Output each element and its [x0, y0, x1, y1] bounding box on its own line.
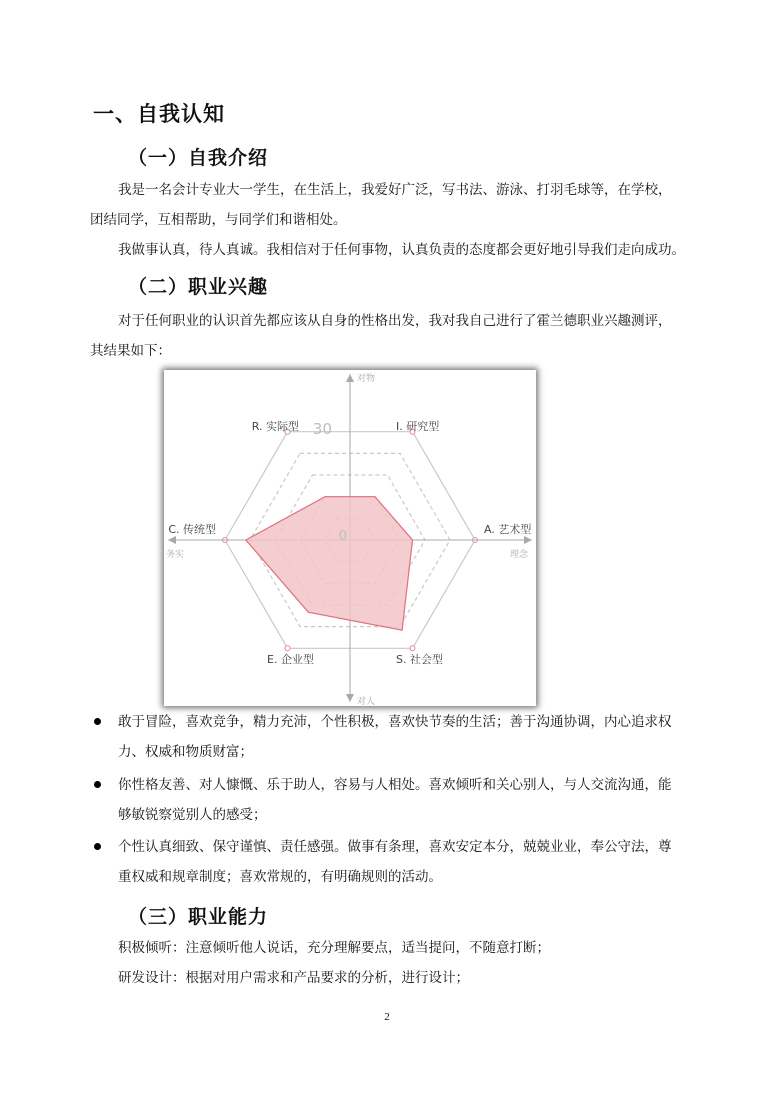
radar-vertex-marker — [410, 646, 415, 651]
center-scale-label: 0 — [338, 529, 347, 544]
axis-arrow-left — [168, 536, 176, 544]
bullet-dot — [94, 718, 101, 725]
axis-label-artistic: A. 艺术型 — [484, 523, 532, 536]
bullet-text: 够敏锐察觉别人的感受； — [118, 807, 267, 823]
axis-label-realistic: R. 实际型 — [251, 420, 299, 433]
axis-label-investigative: I. 研究型 — [396, 420, 440, 433]
page-number: 2 — [384, 1011, 390, 1023]
section-title: 一、自我认知 — [93, 102, 225, 126]
direction-label-left: 务实 — [166, 550, 185, 560]
ability-heading: （三）职业能力 — [128, 906, 269, 928]
bullet-text: 力、权威和物质财富； — [118, 744, 253, 760]
axis-arrow-right — [524, 536, 532, 544]
ability-line: 研发设计：根据对用户需求和产品要求的分析，进行设计； — [118, 970, 469, 986]
axis-arrow-up — [346, 374, 354, 382]
bullet-text: 个性认真细致、保守谨慎、责任感强。做事有条理，喜欢安定本分，兢兢业业，奉公守法，尊 — [118, 839, 672, 855]
interest-heading: （二）职业兴趣 — [128, 276, 269, 298]
bullet-dot — [94, 843, 101, 850]
bullet-text: 重权威和规章制度；喜欢常规的，有明确规则的活动。 — [118, 869, 442, 885]
intro-paragraph-line: 我是一名会计专业大一学生，在生活上，我爱好广泛，写书法、游泳、打羽毛球等，在学校， — [118, 182, 672, 198]
holland-radar-chart — [164, 370, 536, 706]
bullet-text: 敢于冒险，喜欢竞争，精力充沛，个性积极，喜欢快节奏的生活；善于沟通协调，内心追求权 — [118, 714, 672, 730]
intro-paragraph: 我做事认真，待人真诚。我相信对于任何事物，认真负责的态度都会更好地引导我们走向成功。 — [118, 242, 685, 258]
axis-label-enterprising: E. 企业型 — [267, 653, 314, 666]
intro-heading: （一）自我介绍 — [128, 147, 269, 169]
interest-paragraph-line: 对于任何职业的认识首先都应该从自身的性格出发，我对我自己进行了霍兰德职业兴趣测评， — [118, 313, 672, 329]
axis-arrow-down — [346, 694, 354, 702]
max-scale-label: 30 — [312, 420, 332, 438]
bullet-dot — [94, 781, 101, 788]
axis-label-social: S. 社会型 — [396, 653, 443, 666]
direction-label-right: 理念 — [510, 550, 529, 560]
direction-label-bottom: 对人 — [357, 697, 376, 706]
radar-svg — [164, 370, 536, 706]
axis-label-conventional: C. 传统型 — [168, 523, 216, 536]
interest-paragraph-line: 其结果如下： — [90, 343, 171, 359]
bullet-text: 你性格友善、对人慷慨、乐于助人，容易与人相处。喜欢倾听和关心别人，与人交流沟通，能 — [118, 777, 672, 793]
ability-line: 积极倾听：注意倾听他人说话，充分理解要点，适当提问，不随意打断； — [118, 940, 550, 956]
intro-paragraph-line: 团结同学，互相帮助，与同学们和谐相处。 — [90, 212, 347, 228]
radar-vertex-marker — [285, 646, 290, 651]
radar-data-area — [246, 497, 413, 631]
direction-label-top: 对物 — [357, 374, 376, 384]
